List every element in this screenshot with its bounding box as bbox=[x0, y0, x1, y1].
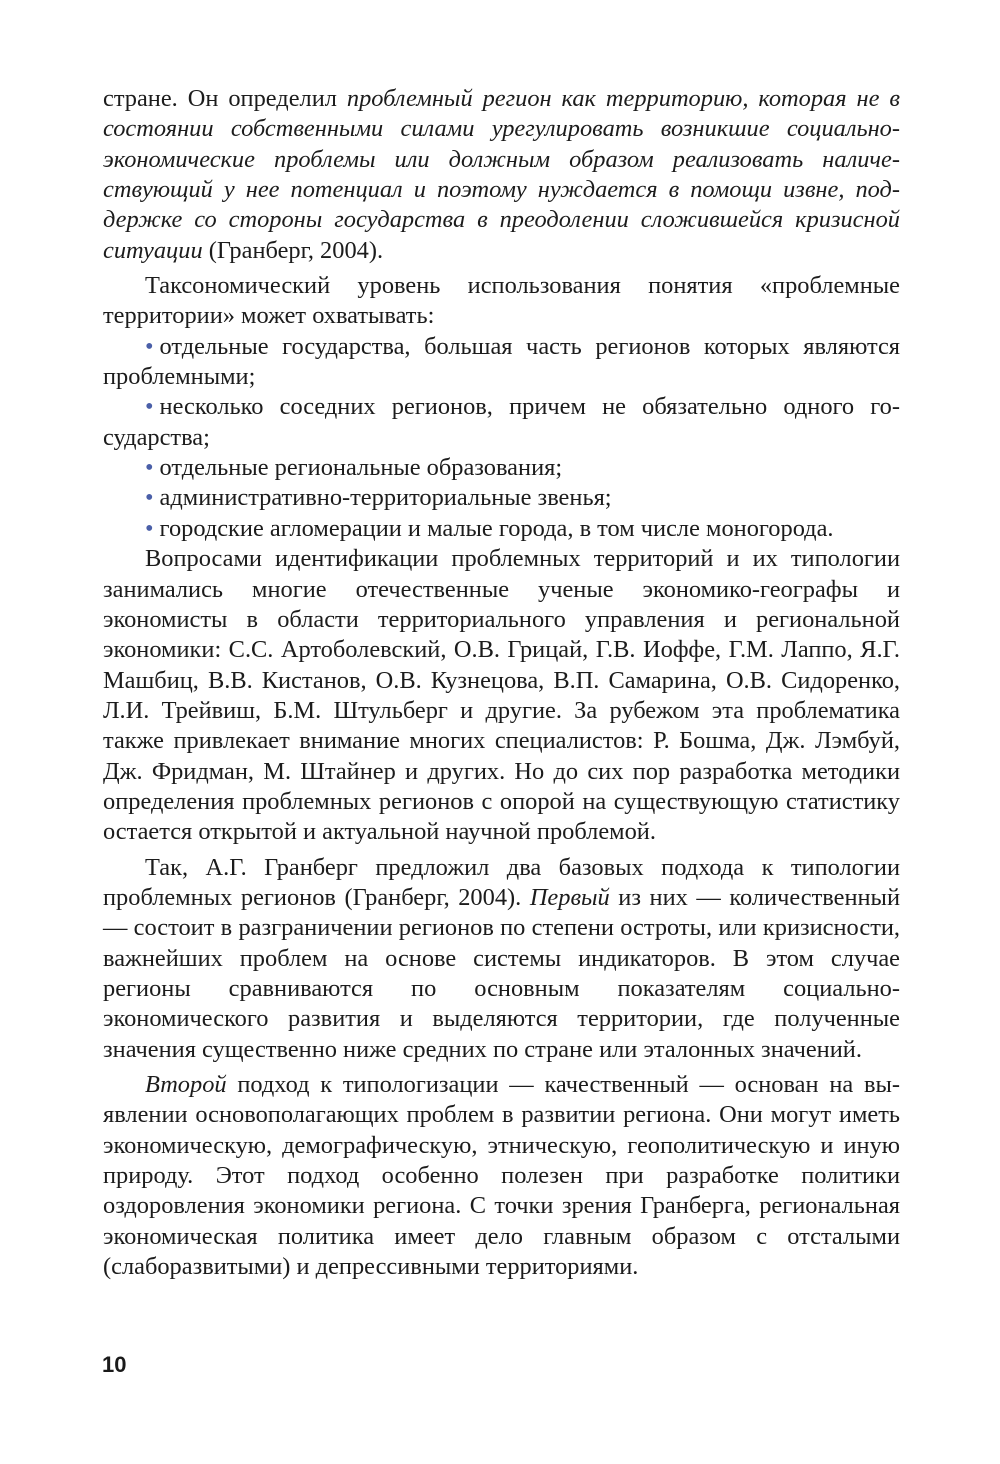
first-approach-italic: Первый bbox=[529, 883, 610, 911]
bullet-icon: • bbox=[145, 332, 154, 360]
citation: (Гранберг, 2004). bbox=[202, 236, 384, 264]
page-body bbox=[103, 84, 900, 1282]
paragraph-3-text: Вопросами идентификации проблемных территорий и их типологии занимались многие отечественные ученые экономико-географы и экономисты в области территориального управления и региональной экономики: С.С. Артоболевский, О.В. Грицай, Г.В. Иоффе, Г.М. Лаппо, Я.Г. Машбиц, В.В. Кистанов, О.В. Кузнецова, В.П. Самарина, О.В. Сидоренко, Л.И. Трейвиш, Б.М. Штульберг и другие. За рубежом эта проблематика также привлекает внимание многих специалистов: Р. Бошма, Дж. Лэмбуй, Дж. Фридман, М. Штайнер и других. Но до сих пор разработка методики определения проблемных регионов с опорой на существующую статистику остается открытой и актуальной научной проблемой. bbox=[103, 545, 900, 846]
list-item bbox=[103, 332, 900, 393]
page-number: 10 bbox=[102, 1352, 127, 1377]
bullet-icon: • bbox=[145, 514, 154, 542]
list-item bbox=[103, 453, 900, 483]
paragraph-4 bbox=[103, 853, 900, 1065]
list-item-text: отдельные региональные образования; bbox=[159, 454, 563, 482]
definition-italic: проблемный регион как территорию, которая не в состоянии собственными силами урегулировать возникшие социально-экономические проблемы или должным образом реализовать наличествующий у нее потенциал и поэтому нуждается в помощи извне, поддержке со стороны государства в преодолении сложившейся кризисной ситуации bbox=[103, 85, 900, 264]
paragraph-4-text: Так, А.Г. Гранберг предложил два базовых подхода к типологии проблемных регионов (Гранберг, 2004). bbox=[103, 853, 900, 911]
paragraph-1-text: стране. Он определил bbox=[103, 85, 347, 112]
list-item-text: отдельные государства, большая часть регионов которых являются проблемными; bbox=[103, 332, 900, 391]
paragraph-2-text: Таксономический уровень использования понятия «проблемные территории» может охватывать: bbox=[103, 272, 900, 330]
list-item bbox=[103, 514, 900, 544]
paragraph-5-text: подход к типологизации — качественный — основан на выявлении основополагающих проблем в развитии региона. Они могут иметь экономическую, демографическую, этническую, геополитическую и иную природу. Этот подход особенно полезен при разработке политики оздоровления экономики региона. С точки зрения Гранберга, региональная экономическая политика имеет дело главным образом с отсталыми (слаборазвитыми) и депрессивными территориями. bbox=[103, 1071, 900, 1281]
second-approach-italic: Второй bbox=[145, 1071, 227, 1098]
list-item bbox=[103, 483, 900, 513]
paragraph-5 bbox=[103, 1070, 900, 1282]
paragraph-4-text-cont: из них — количественный — состоит в разграничении регионов по степени остроты, или кризисности, важнейших проблем на основе системы индикаторов. В этом случае регионы сравниваются по основным показателям социально-экономического развития и выделяются территории, где полученные значения существенно ниже средних по стране или эталонных значений. bbox=[103, 883, 900, 1063]
bullet-icon: • bbox=[145, 393, 154, 421]
bullet-list bbox=[103, 332, 900, 544]
list-item-text: административно-территориальные звенья; bbox=[159, 484, 612, 512]
bullet-icon: • bbox=[145, 454, 154, 482]
paragraph-3 bbox=[103, 544, 900, 847]
paragraph-2 bbox=[103, 271, 900, 332]
list-item-text: несколько соседних регионов, причем не обязательно одного государства; bbox=[103, 393, 900, 451]
list-item-text: городские агломерации и малые города, в том числе моногорода. bbox=[159, 514, 834, 542]
bullet-icon: • bbox=[145, 484, 154, 512]
paragraph-1 bbox=[103, 84, 900, 266]
list-item bbox=[103, 392, 900, 453]
